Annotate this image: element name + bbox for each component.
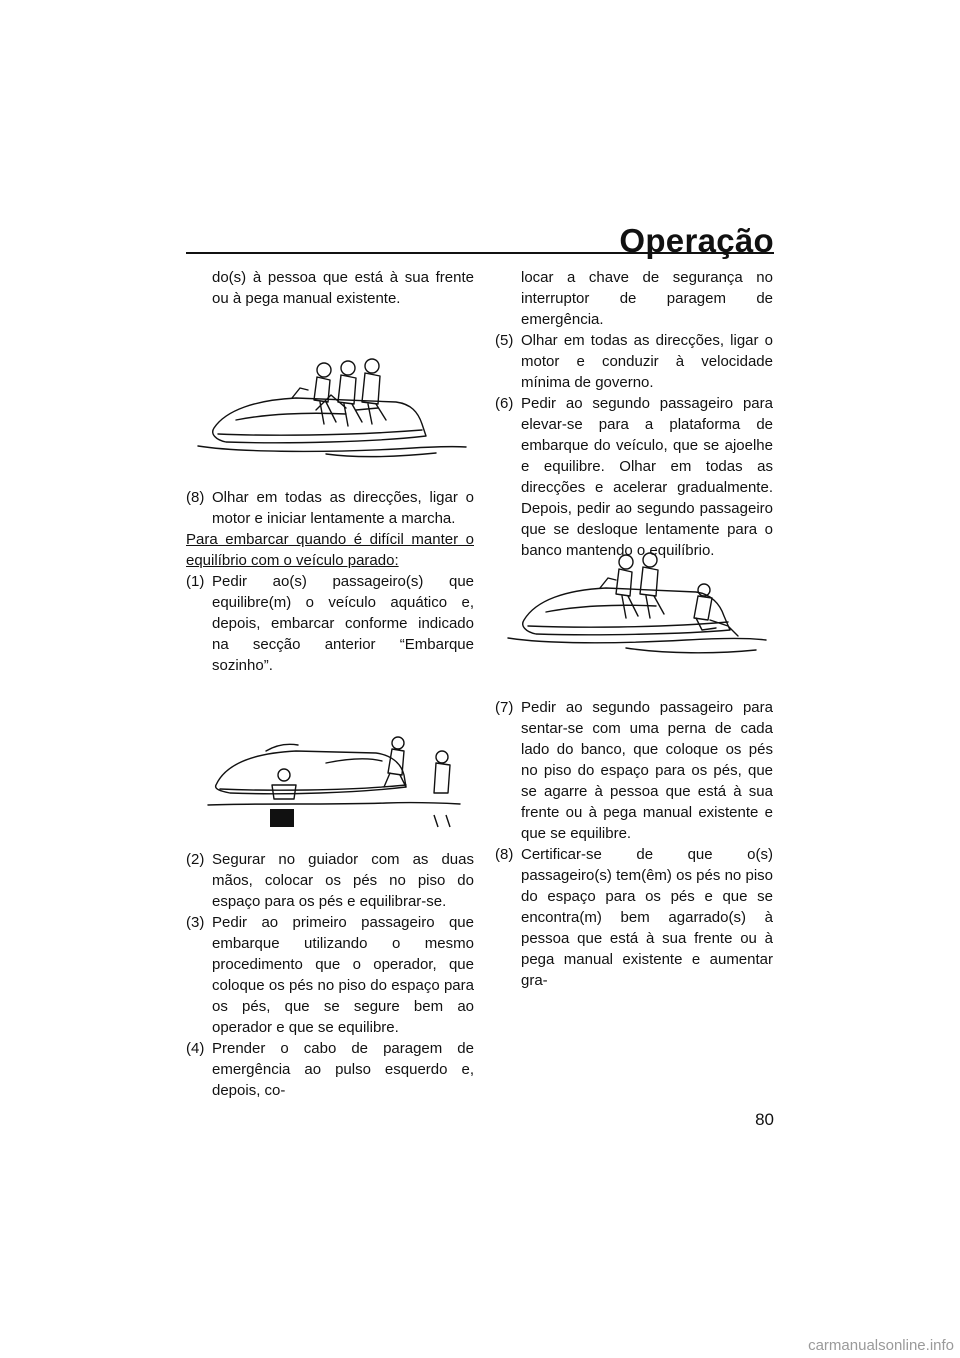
step-text: Olhar em todas as direcções, ligar o motor e iniciar lentamente a marcha. [212,489,474,527]
step-8-left [186,487,474,529]
step-text: Certificar-se de que o(s) passageiro(s) tem(êm) os pés no piso do espaço para os pés e que se encontra(m) bem agarrado(s) à pessoa que está à sua frente ou à pega manual existente e aumentar gra- [521,846,773,989]
step-8-right [495,844,773,991]
step-text: Pedir ao primeiro passageiro que embarque utilizando o mesmo procedimento que o operador, que coloque os pés no piso do espaço para os pés, que se segure bem ao operador e que se equilibre. [212,914,474,1036]
step-number: (1) [186,573,205,590]
step-text: Olhar em todas as direcções, ligar o motor e conduzir à velocidade mínima de governo. [521,332,773,391]
step-3-left [186,912,474,1038]
step-number: (6) [495,395,514,412]
jet-ski-second-passenger-kneeling-illustration [506,546,768,662]
step-text: Pedir ao segundo passageiro para elevar-se para a plataforma de embarque do veículo, que se ajoelhe e equilibre. Olhar em todas as direcções e acelerar gradualmente. Depois, pedir ao segundo passageiro que se desloque lentamente para o banco mantendo o equilíbrio. [521,395,773,559]
right-column-bottom [495,697,773,991]
header-divider [186,252,774,254]
left-column-middle [186,487,474,676]
footer-watermark: carmanualsonline.info [808,1337,954,1354]
step-text: Prender o cabo de paragem de emergência ao pulso esquerdo e, depois, co- [212,1040,474,1099]
step-number: (2) [186,851,205,868]
subheading-line-2: equilíbrio com o veículo parado: [186,552,399,569]
step-number: (3) [186,914,205,931]
jet-ski-boarding-from-water-illustration [206,733,462,829]
left-column-bottom [186,849,474,1101]
step-2-left [186,849,474,912]
step-1-left [186,571,474,676]
page-number: 80 [755,1110,774,1129]
left-column-top [186,267,474,309]
step-5-right [495,330,773,393]
step-number: (8) [186,489,205,506]
left-continuation-text: do(s) à pessoa que está à sua frente ou à pega manual existente. [212,269,474,307]
step-number: (4) [186,1040,205,1057]
right-continuation-text: locar a chave de segurança no interruptor de paragem de emergência. [521,269,773,328]
page-title: Operação [619,222,774,259]
subheading-line-1: Para embarcar quando é difícil manter o [186,531,474,548]
step-text: Pedir ao(s) passageiro(s) que equilibre(m) o veículo aquático e, depois, embarcar conforme indicado na secção anterior “Embarque sozinho”. [212,573,474,674]
step-number: (5) [495,332,514,349]
step-6-right [495,393,773,561]
right-column-top [495,267,773,561]
jet-ski-three-riders-illustration [196,350,468,462]
step-number: (7) [495,699,514,716]
step-4-left [186,1038,474,1101]
step-text: Segurar no guiador com as duas mãos, colocar os pés no piso do espaço para os pés e equilibrar-se. [212,851,474,910]
step-number: (8) [495,846,514,863]
step-text: Pedir ao segundo passageiro para sentar-se com uma perna de cada lado do banco, que coloque os pés no piso do espaço para os pés, que se agarre à pessoa que está à sua frente ou à pega manual existente e que se equilibre. [521,699,773,842]
step-7-right [495,697,773,844]
